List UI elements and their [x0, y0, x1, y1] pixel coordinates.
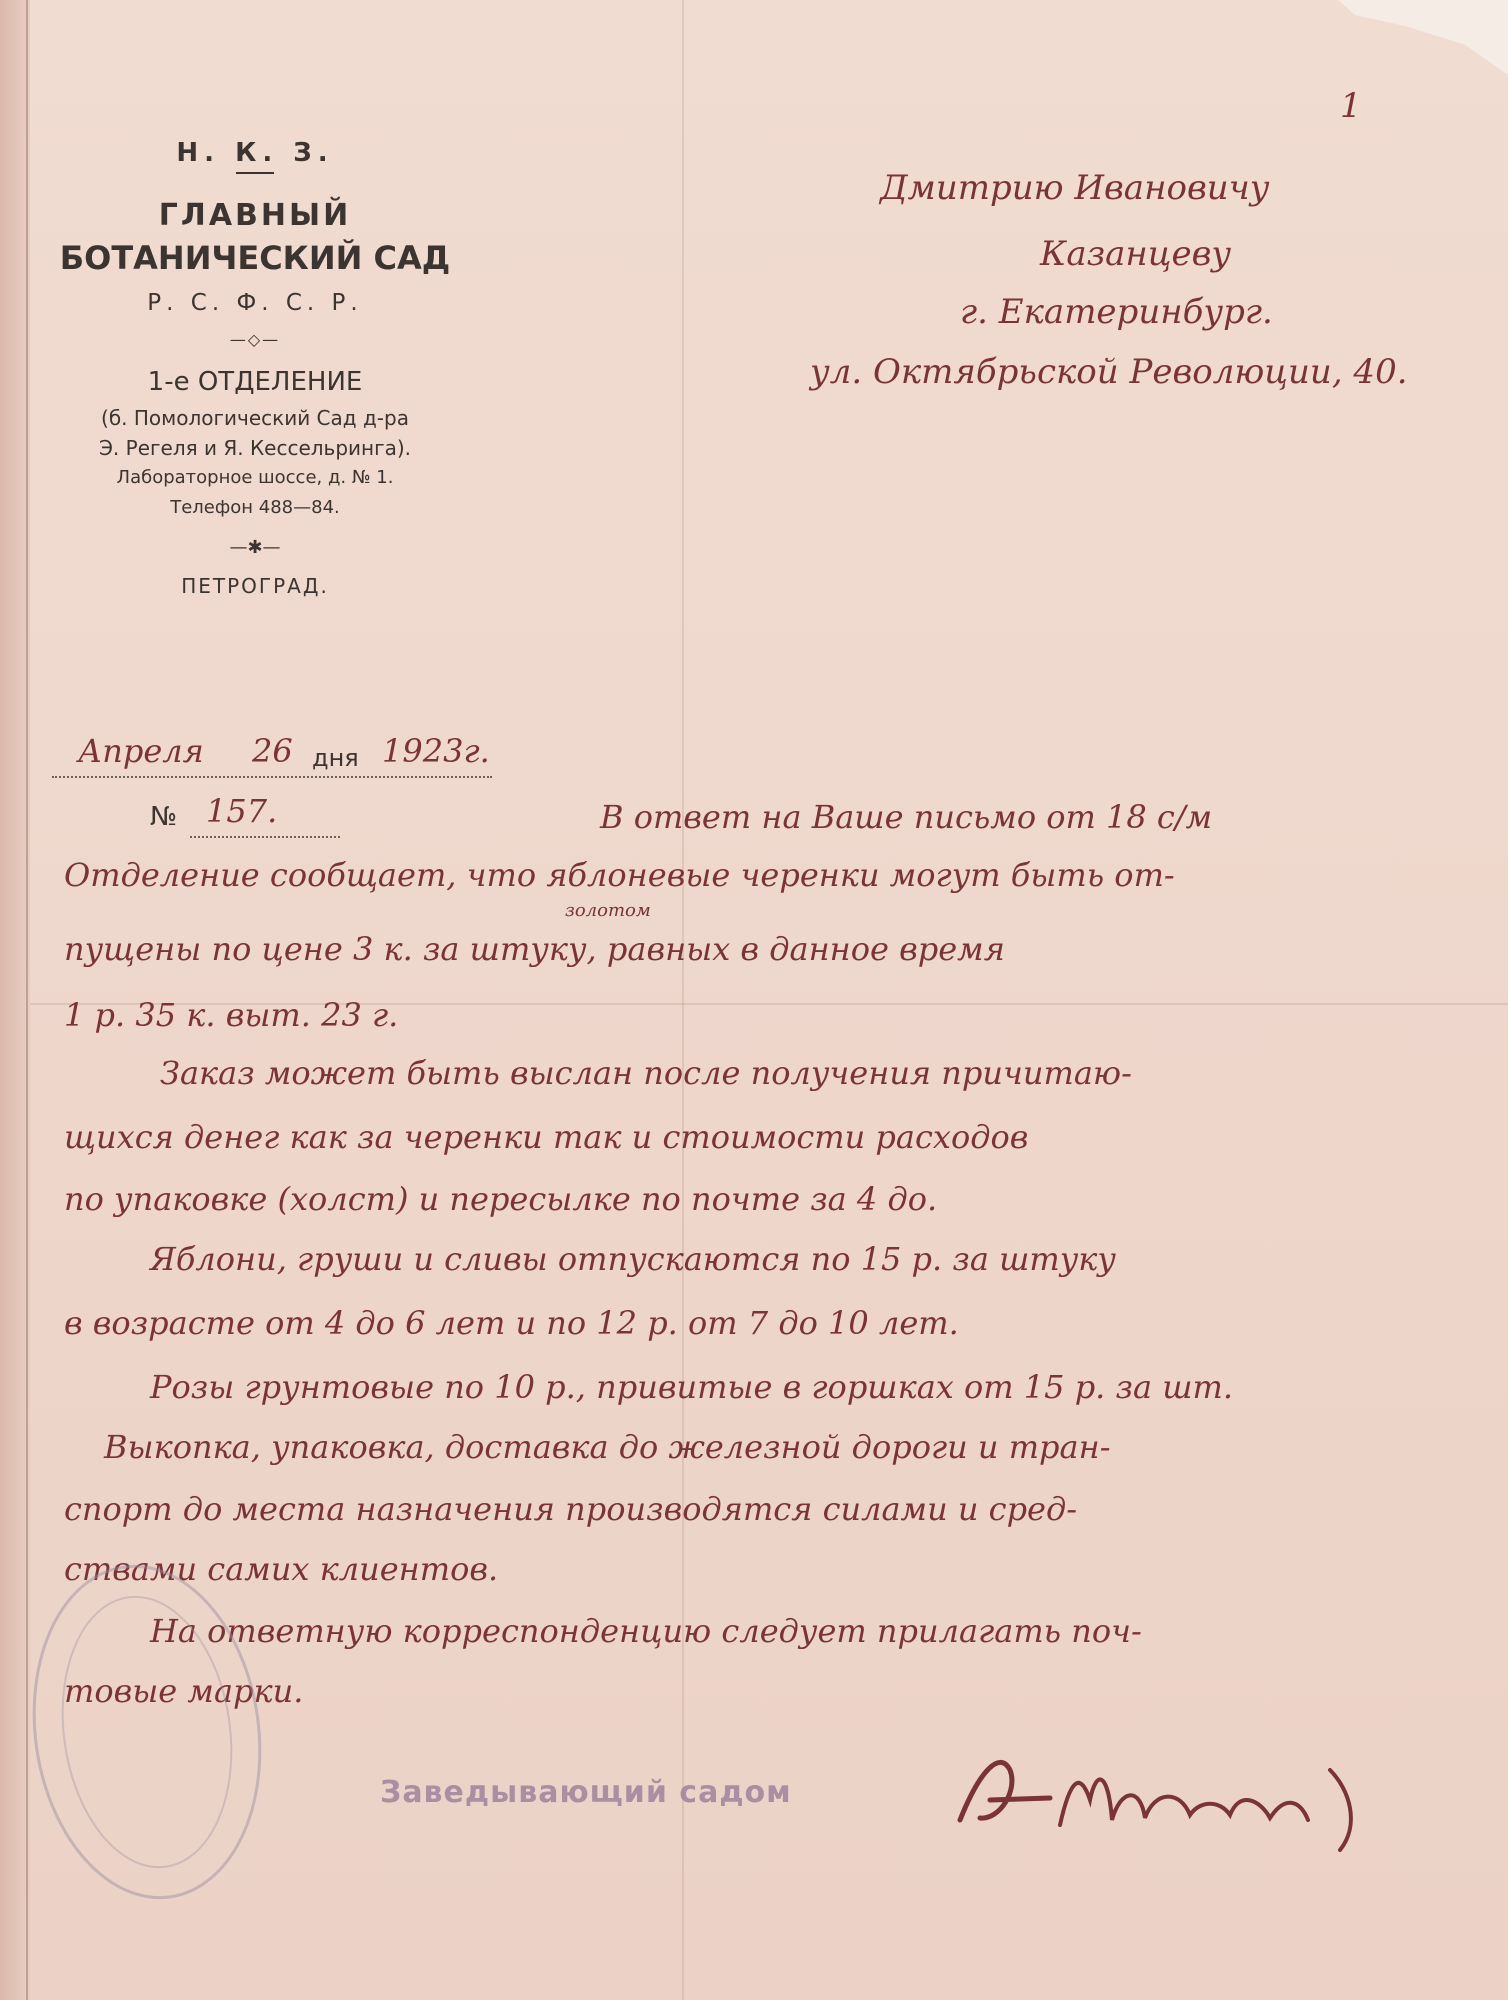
body-line-5: Заказ может быть выслан после получения причитаю- — [160, 1054, 1132, 1092]
seal-inner-ring — [45, 1585, 249, 1880]
recipient-street: ул. Октябрьской Революции, 40. — [810, 352, 1408, 392]
date-line — [52, 732, 492, 782]
reference-number — [150, 792, 340, 842]
date-dotted-rule — [52, 776, 492, 778]
body-line-7: по упаковке (холст) и пересылке по почте за 4 до. — [64, 1180, 938, 1218]
former-name-2: Э. Регеля и Я. Кессельринга). — [98, 436, 412, 460]
divider — [236, 172, 274, 174]
binding-line — [26, 0, 28, 2000]
recipient-name: Дмитрию Ивановичу — [880, 168, 1270, 208]
number-prefix: № — [150, 802, 178, 832]
body-line-1: В ответ на Ваше письмо от 18 с/м — [600, 798, 1213, 836]
body-line-13: ствами самих клиентов. — [64, 1550, 499, 1588]
body-line-2: Отделение сообщает, что яблоневые черенки могут быть от- — [64, 856, 1175, 894]
letterhead — [40, 138, 470, 598]
date-day: 26 — [252, 732, 293, 770]
date-month: Апреля — [78, 732, 204, 770]
department: 1-е ОТДЕЛЕНИЕ — [147, 367, 363, 397]
round-seal — [12, 1550, 283, 1914]
body-inserted-word: золотом — [565, 900, 651, 921]
address: Лабораторное шоссе, д. № 1. — [116, 467, 394, 488]
phone: Телефон 488—84. — [170, 497, 340, 518]
date-day-word: дня — [312, 744, 359, 772]
vertical-fold — [682, 0, 684, 2000]
page-number: 1 — [1340, 86, 1362, 126]
former-name-1: (б. Помологический Сад д-ра — [101, 406, 409, 430]
number-value: 157. — [206, 792, 278, 830]
body-line-9: в возрасте от 4 до 6 лет и по 12 р. от 7 до 10 лет. — [64, 1304, 959, 1342]
stamped-title: Заведывающий садом — [380, 1775, 792, 1810]
body-line-10: Розы грунтовые по 10 р., привитые в горшках от 15 р. за шт. — [150, 1368, 1234, 1406]
star-divider: —✱— — [229, 537, 281, 558]
body-line-12: спорт до места назначения производятся силами и сред- — [64, 1490, 1078, 1528]
recipient-city: г. Екатеринбург. — [960, 292, 1273, 332]
body-line-14: На ответную корреспонденцию следует прилагать поч- — [150, 1612, 1142, 1650]
org-line3: Р. С. Ф. С. Р. — [147, 290, 363, 316]
org-line2: БОТАНИЧЕСКИЙ САД — [59, 239, 451, 277]
body-line-15: товые марки. — [64, 1672, 304, 1710]
body-line-4: 1 р. 35 к. выт. 23 г. — [64, 996, 399, 1034]
recipient-surname: Казанцеву — [1040, 234, 1232, 274]
number-dotted-rule — [190, 836, 340, 838]
city: ПЕТРОГРАД. — [181, 574, 329, 598]
torn-corner — [1338, 0, 1508, 75]
handwritten-signature — [940, 1730, 1400, 1870]
body-line-6: щихся денег как за черенки так и стоимости расходов — [64, 1118, 1029, 1156]
body-line-3: пущены по цене 3 к. за штуку, равных в данное время — [64, 930, 1005, 968]
org-short: Н. К. З. — [176, 138, 334, 168]
date-year: 1923г. — [382, 732, 490, 770]
ornament-divider: —◇— — [229, 330, 281, 349]
body-line-8: Яблони, груши и сливы отпускаются по 15 р. за штуку — [150, 1240, 1116, 1278]
org-line1: ГЛАВНЫЙ — [158, 198, 352, 233]
body-line-11: Выкопка, упаковка, доставка до железной дороги и тран- — [104, 1428, 1111, 1466]
